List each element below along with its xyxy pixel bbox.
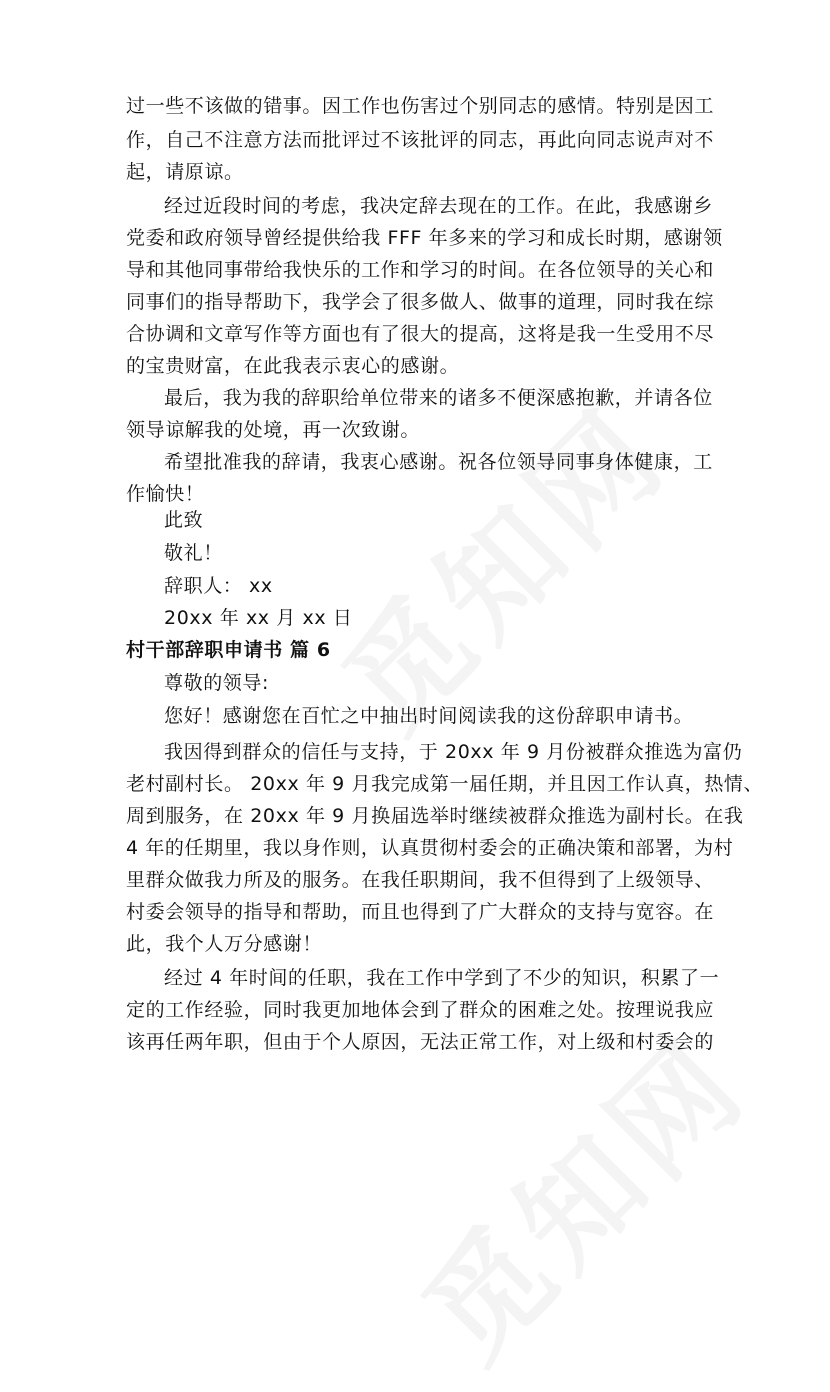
closing-signer: 辞职人： xx [164, 575, 273, 597]
text-line: 周到服务，在 20xx 年 9 月换届选举时继续被群众推选为副村长。在我 [126, 805, 744, 827]
text-line: 的宝贵财富，在此我表示衷心的感谢。 [126, 355, 460, 377]
text-line: 作愉快！ [126, 483, 205, 505]
text-line: 最后，我为我的辞职给单位带来的诸多不便深感抱歉，并请各位 [164, 387, 713, 409]
text-line: 起，请原谅。 [126, 161, 244, 183]
text-line: 合协调和文章写作等方面也有了很大的提高，这将是我一生受用不尽 [126, 323, 715, 345]
text-line: 经过 4 年时间的任职，我在工作中学到了不少的知识，积累了一 [164, 967, 720, 989]
text-line: 领导谅解我的处境，再一次致谢。 [126, 419, 421, 441]
text-line: 党委和政府领导曾经提供给我 FFF 年多来的学习和成长时期，感谢领 [126, 227, 723, 249]
greeting: 您好！感谢您在百忙之中抽出时间阅读我的这份辞职申请书。 [164, 705, 694, 727]
text-line: 定的工作经验，同时我更加地体会到了群众的困难之处。按理说我应 [126, 999, 715, 1021]
text-line: 希望批准我的辞请，我衷心感谢。祝各位领导同事身体健康，工 [164, 451, 713, 473]
text-line: 经过近段时间的考虑，我决定辞去现在的工作。在此，我感谢乡 [164, 195, 713, 217]
section-heading: 村干部辞职申请书 篇 6 [126, 639, 331, 661]
closing-date: 20xx 年 xx 月 xx 日 [164, 607, 353, 629]
text-line: 过一些不该做的错事。因工作也伤害过个别同志的感情。特别是因工 [126, 95, 715, 117]
text-line: 我因得到群众的信任与支持，于 20xx 年 9 月份被群众推选为富仍 [164, 741, 743, 763]
text-line: 此，我个人万分感谢！ [126, 933, 323, 955]
text-line: 里群众做我力所及的服务。在我任职期间，我不但得到了上级领导、 [126, 869, 715, 891]
text-line: 同事们的指导帮助下，我学会了很多做人、做事的道理，同时我在综 [126, 291, 715, 313]
text-line: 村委会领导的指导和帮助，而且也得到了广大群众的支持与宽容。在 [126, 901, 715, 923]
closing-cizhi: 此致 [164, 509, 204, 531]
text-line: 作，自己不注意方法而批评过不该批评的同志，再此向同志说声对不 [126, 129, 715, 151]
text-line: 导和其他同事带给我快乐的工作和学习的时间。在各位领导的关心和 [126, 259, 715, 281]
text-line: 老村副村长。 20xx 年 9 月我完成第一届任期，并且因工作认真，热情、 [126, 773, 764, 795]
text-line: 4 年的任期里，我以身作则，认真贯彻村委会的正确决策和部署，为村 [126, 837, 734, 859]
text-line: 该再任两年职，但由于个人原因，无法正常工作，对上级和村委会的 [126, 1031, 715, 1053]
salutation: 尊敬的领导: [164, 672, 270, 694]
closing-jingli: 敬礼！ [164, 542, 223, 564]
